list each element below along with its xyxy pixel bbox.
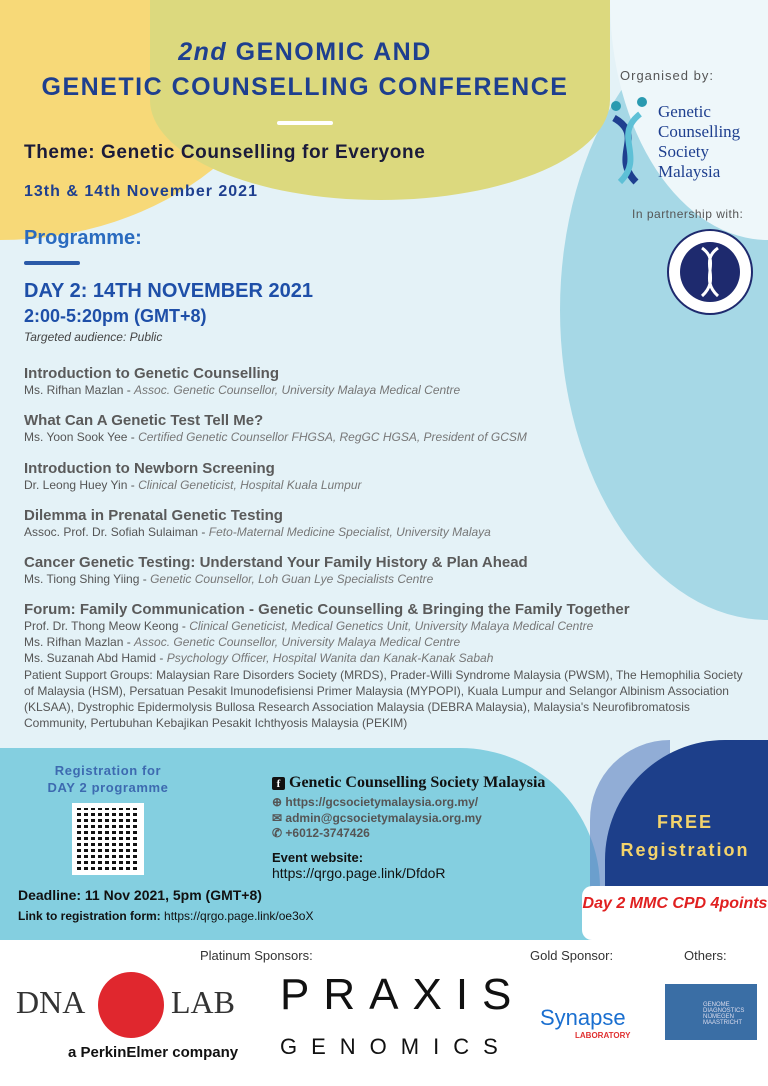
synapse-sub: LABORATORY — [575, 1031, 631, 1040]
dnalab-mark-icon — [98, 972, 164, 1038]
mail-icon: ✉ — [272, 811, 283, 825]
globe-icon: ⊕ — [272, 795, 283, 809]
session-speaker: Prof. Dr. Thong Meow Keong - Clinical Geneticist, Medical Genetics Unit, University Malaya Medical Centre — [24, 619, 594, 633]
session-title: Forum: Family Communication - Genetic Counselling & Bringing the Family Together — [24, 601, 630, 618]
session-speaker: Ms. Suzanah Abd Hamid - Psychology Officer, Hospital Wanita dan Kanak-Kanak Sabah — [24, 651, 494, 665]
email-link[interactable]: ✉ admin@gcsocietymalaysia.org.my — [272, 811, 482, 825]
platinum-label: Platinum Sponsors: — [200, 948, 313, 963]
session-speaker: Ms. Yoon Sook Yee - Certified Genetic Counsellor FHGSA, RegGC HGSA, President of GCSM — [24, 430, 527, 444]
session-title: Dilemma in Prenatal Genetic Testing — [24, 507, 283, 524]
synapse-logo: Synapse — [540, 1005, 626, 1030]
deadline: Deadline: 11 Nov 2021, 5pm (GMT+8) — [18, 887, 262, 903]
session-speaker: Assoc. Prof. Dr. Sofiah Sulaiman - Feto-Maternal Medicine Specialist, University Malaya — [24, 525, 491, 539]
cpd-points: Day 2 MMC CPD 4points — [582, 895, 768, 912]
session-title: Introduction to Newborn Screening — [24, 460, 275, 477]
day-heading: DAY 2: 14TH NOVEMBER 2021 — [24, 280, 314, 302]
others-label: Others: — [684, 948, 727, 963]
praxis-logo: PRAXIS — [280, 970, 526, 1019]
facebook-page[interactable]: f Genetic Counselling Society Malaysia — [272, 774, 545, 792]
session-speaker: Ms. Rifhan Mazlan - Assoc. Genetic Counsellor, University Malaya Medical Centre — [24, 635, 461, 649]
phone-icon: ✆ — [272, 826, 283, 840]
event-website-link[interactable]: https://qrgo.page.link/DfdoR — [272, 865, 446, 881]
divider — [24, 261, 80, 265]
theme: Theme: Genetic Counselling for Everyone — [24, 142, 426, 163]
genome-diagnostics-logo: GENOME DIAGNOSTICS NIJMEGEN MAASTRICHT — [665, 984, 757, 1040]
session-speaker: Ms. Tiong Shing Yiing - Genetic Counsellor, Loh Guan Lye Specialists Centre — [24, 572, 434, 586]
dates: 13th & 14th November 2021 — [24, 183, 258, 200]
programme-heading: Programme: — [24, 227, 142, 249]
registration-link[interactable]: Link to registration form: https://qrgo.page.link/oe3oX — [18, 909, 314, 923]
session-title: Cancer Genetic Testing: Understand Your Family History & Plan Ahead — [24, 554, 528, 571]
divider — [277, 121, 333, 125]
praxis-sub: GENOMICS — [280, 1034, 512, 1059]
phone: ✆ +6012-3747426 — [272, 826, 370, 840]
session-speaker: Ms. Rifhan Mazlan - Assoc. Genetic Counsellor, University Malaya Medical Centre — [24, 383, 461, 397]
audience: Targeted audience: Public — [24, 330, 163, 344]
support-groups: Patient Support Groups: Malaysian Rare Disorders Society (MRDS), Prader-Willi Syndrome Malaysia (PWSM), The Hemophilia Society of Malaysia (HSM), Persatuan Pesakit Imunodefisiensi Primer Malaysia (MYPOPI), Kuala Lumpur and Selangor Albinism Association (KLSAA), Dystrophic Epidermolysis Bullosa Research Association Malaysia (DEBRA Malaysia), Malaysia's Neurofibromatosis Community, Pertubuhan Kebajikan Pesakit Ichthyosis Malaysia (PEKIM) — [24, 668, 743, 730]
gcsm-name: Genetic Counselling Society Malaysia — [658, 102, 741, 181]
session-speaker: Dr. Leong Huey Yin - Clinical Geneticist, Hospital Kuala Lumpur — [24, 478, 362, 492]
free-registration: FREE Registration — [620, 812, 750, 860]
dnalab-logo: DNA LAB a PerkinElmer company — [16, 972, 246, 1072]
event-website-label: Event website: — [272, 850, 364, 865]
session-title: Introduction to Genetic Counselling — [24, 365, 279, 382]
facebook-icon: f — [272, 777, 285, 790]
title-line2: GENETIC COUNSELLING CONFERENCE — [41, 73, 569, 101]
registration-heading: Registration for DAY 2 programme — [47, 763, 169, 795]
gcsm-dna-logo-icon — [606, 96, 652, 186]
organised-label: Organised by: — [620, 68, 714, 83]
partner-label: In partnership with: — [632, 207, 744, 221]
website-link[interactable]: ⊕ https://gcsocietymalaysia.org.my/ — [272, 795, 479, 809]
title-line1: 2nd GENOMIC AND — [178, 38, 432, 66]
registration-qr-code[interactable] — [72, 803, 144, 875]
time: 2:00-5:20pm (GMT+8) — [24, 306, 207, 326]
pgm-seal-logo-icon — [666, 228, 754, 316]
gold-label: Gold Sponsor: — [530, 948, 614, 963]
session-title: What Can A Genetic Test Tell Me? — [24, 412, 264, 429]
